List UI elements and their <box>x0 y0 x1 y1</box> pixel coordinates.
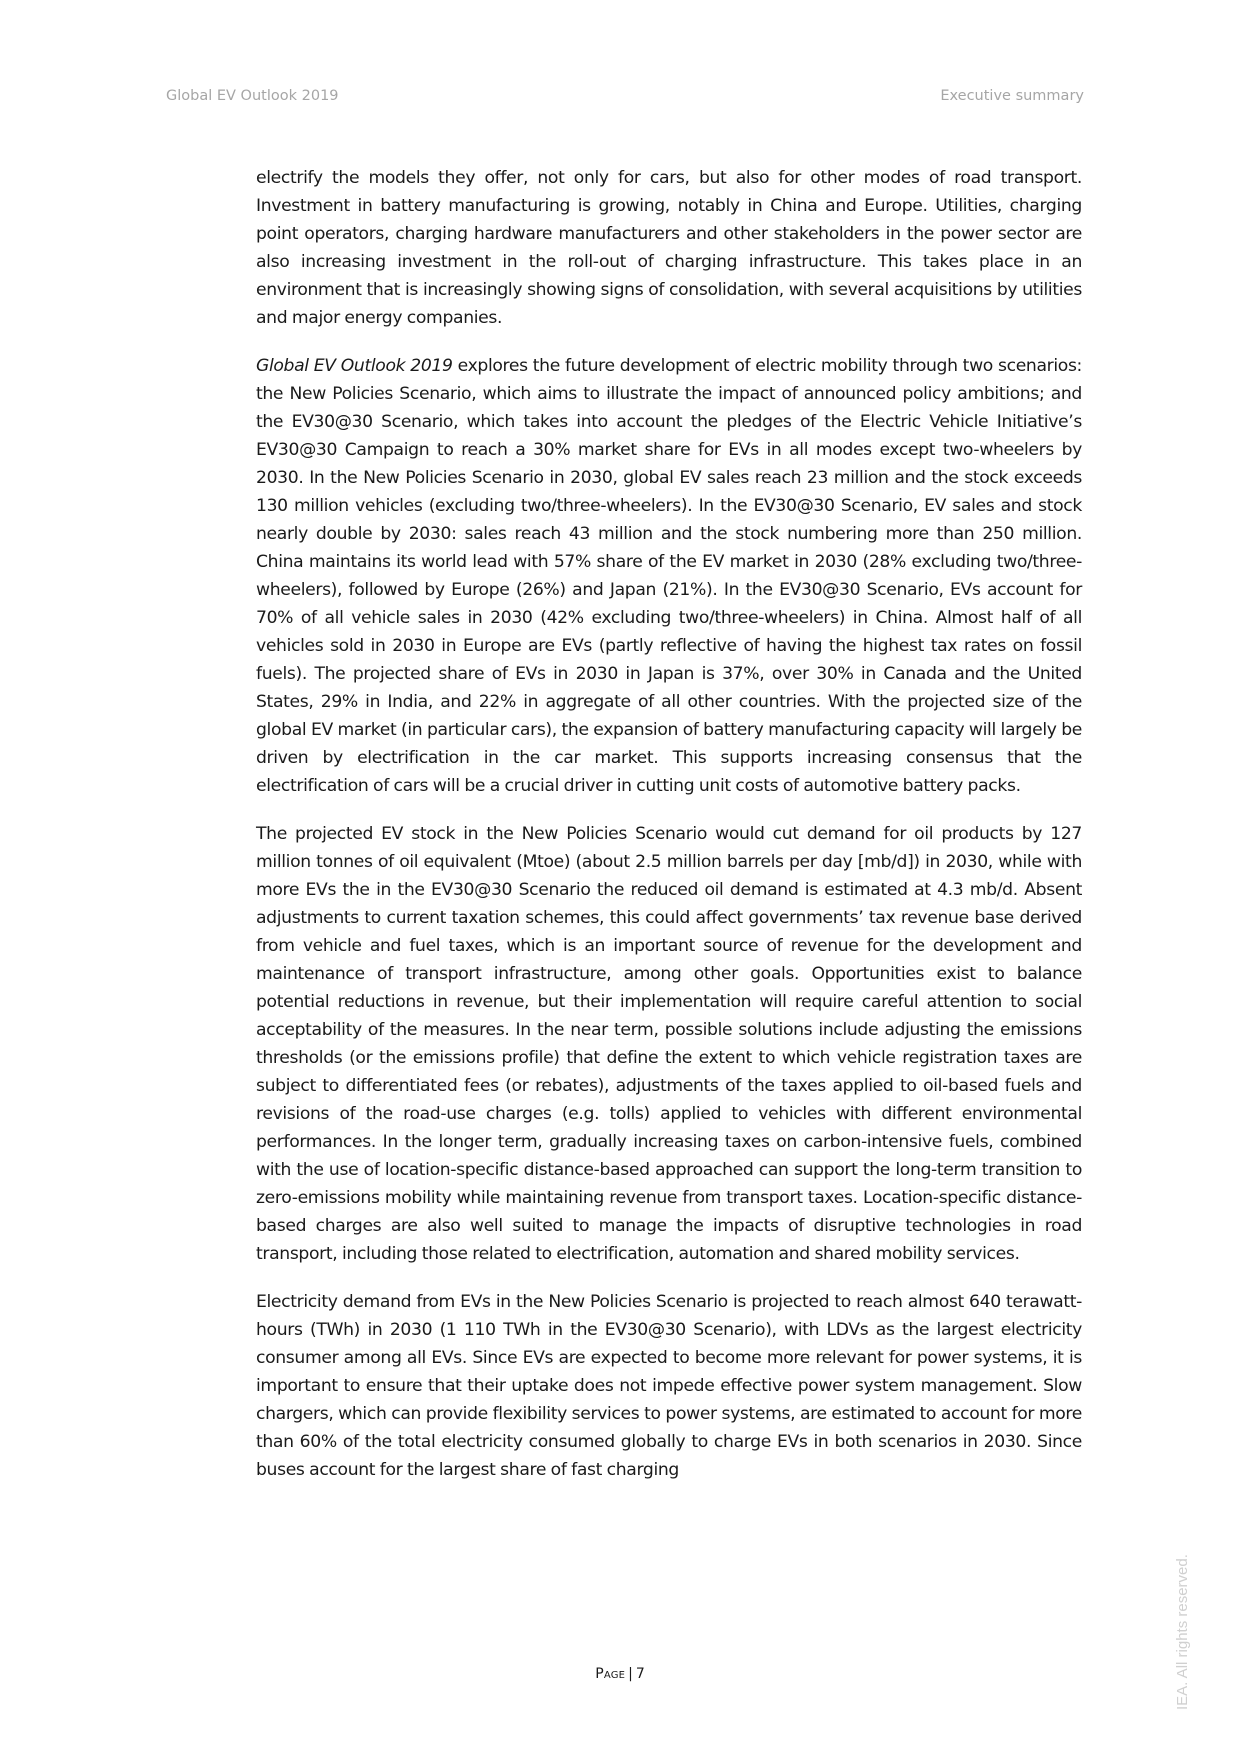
paragraph-electricity-demand: Electricity demand from EVs in the New Policies Scenario is projected to reach almost 640 terawatt-hours (TWh) in 2030 (1 110 TWh in the EV30@30 Scenario), with LDVs as the largest electricity consumer among all EVs. Since EVs are expected to become more relevant for power systems, it is important to ensure that their uptake does not impede effective power system management. Slow chargers, which can provide flexibility services to power systems, are estimated to account for more than 60% of the total electricity consumed globally to charge EVs in both scenarios in 2030. Since buses account for the largest share of fast charging <box>256 1292 1082 1480</box>
header-document-title: Global EV Outlook 2019 <box>166 88 339 104</box>
paragraph-oil-demand-taxation: The projected EV stock in the New Policies Scenario would cut demand for oil products by 127 million tonnes of oil equivalent (Mtoe) (about 2.5 million barrels per day [mb/d]) in 2030, while with more EVs the in the EV30@30 Scenario the reduced oil demand is estimated at 4.3 mb/d. Absent adjustments to current taxation schemes, this could affect governments’ tax revenue base derived from vehicle and fuel taxes, which is an important source of revenue for the development and maintenance of transport infrastructure, among other goals. Opportunities exist to balance potential reductions in revenue, but their implementation will require careful attention to social acceptability of the measures. In the near term, possible solutions include adjusting the emissions thresholds (or the emissions profile) that define the extent to which vehicle registration taxes are subject to differentiated fees (or rebates), adjustments of the taxes applied to oil-based fuels and revisions of the road-use charges (e.g. tolls) applied to vehicles with different environmental performances. In the longer term, gradually increasing taxes on carbon-intensive fuels, combined with the use of location-specific distance-based approached can support the long-term transition to zero-emissions mobility while maintaining revenue from transport taxes. Location-specific distance-based charges are also well suited to manage the impacts of disruptive technologies in road transport, including those related to electrification, automation and shared mobility services. <box>256 824 1082 1264</box>
paragraph-scenarios-text: explores the future development of electric mobility through two scenarios: the New Policies Scenario, which aims to illustrate the impact of announced policy ambitions; and the EV30@30 Scenario, which takes into account the pledges of the Electric Vehicle Initiative’s EV30@30 Campaign to reach a 30% market share for EVs in all modes except two-wheelers by 2030. In the New Policies Scenario in 2030, global EV sales reach 23 million and the stock exceeds 130 million vehicles (excluding two/three-wheelers). In the EV30@30 Scenario, EV sales and stock nearly double by 2030: sales reach 43 million and the stock numbering more than 250 million. China maintains its world lead with 57% share of the EV market in 2030 (28% excluding two/three-wheelers), followed by Europe (26%) and Japan (21%). In the EV30@30 Scenario, EVs account for 70% of all vehicle sales in 2030 (42% excluding two/three-wheelers) in China. Almost half of all vehicles sold in 2030 in Europe are EVs (partly reflective of having the highest tax rates on fossil fuels). The projected share of EVs in 2030 in Japan is 37%, over 30% in Canada and the United States, 29% in India, and 22% in aggregate of all other countries. With the projected size of the global EV market (in particular cars), the expansion of battery manufacturing capacity will largely be driven by electrification in the car market. This supports increasing consensus that the electrification of cars will be a crucial driver in cutting unit costs of automotive battery packs. <box>256 356 1082 796</box>
paragraph-scenarios <box>256 352 1082 800</box>
page-footer <box>0 1666 1240 1682</box>
running-header <box>166 88 1084 108</box>
report-title-italic: Global EV Outlook 2019 <box>256 356 453 376</box>
page-separator: | <box>628 1666 633 1682</box>
page-label: Page <box>595 1666 626 1682</box>
copyright-notice: IEA. All rights reserved. <box>1174 1554 1191 1710</box>
paragraph-industry-investment: electrify the models they offer, not only for cars, but also for other modes of road transport. Investment in battery manufacturing is growing, notably in China and Europe. Utilities, charging point operators, charging hardware manufacturers and other stakeholders in the power sector are also increasing investment in the roll-out of charging infrastructure. This takes place in an environment that is increasingly showing signs of consolidation, with several acquisitions by utilities and major energy companies. <box>256 168 1082 328</box>
page-number: 7 <box>635 1666 645 1682</box>
header-section-title: Executive summary <box>940 88 1084 104</box>
body-text <box>256 164 1082 1504</box>
